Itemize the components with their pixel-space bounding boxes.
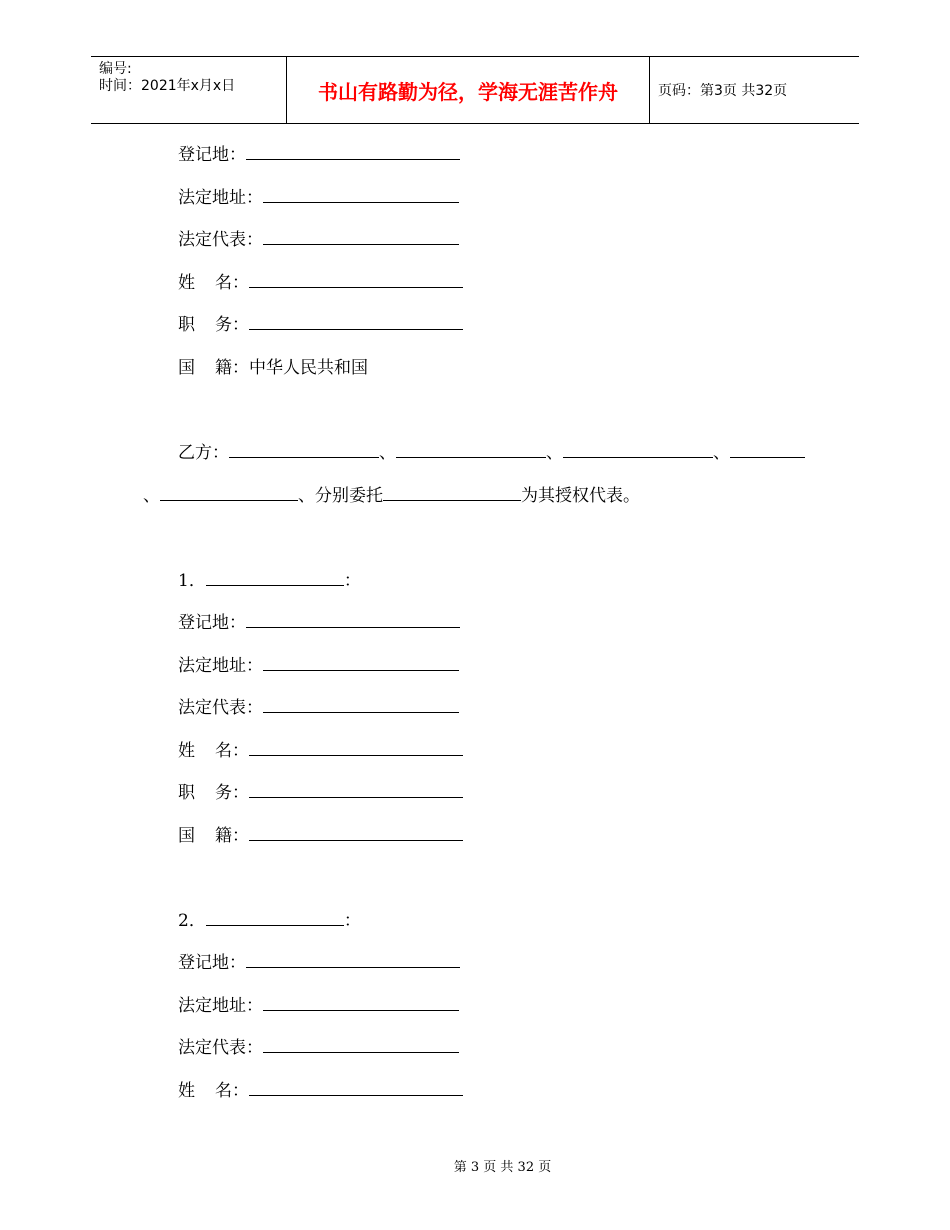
field-nationality bbox=[178, 356, 368, 380]
fill-blank[interactable] bbox=[563, 441, 713, 458]
field-label: 姓 bbox=[178, 1081, 195, 1101]
field-label: 职 bbox=[178, 783, 195, 803]
header-meta bbox=[91, 57, 287, 123]
field-label: 务： bbox=[215, 783, 249, 803]
item-number: 2． bbox=[178, 911, 206, 931]
fill-blank[interactable] bbox=[396, 441, 546, 458]
field-label: 登记地： bbox=[178, 145, 246, 165]
colon: ： bbox=[343, 911, 361, 931]
nationality-value: 中华人民共和国 bbox=[249, 358, 368, 378]
field-legal-address bbox=[178, 654, 459, 678]
field-label: 法定代表： bbox=[178, 1038, 263, 1058]
field-label: 职 bbox=[178, 315, 195, 335]
party-b-line-1 bbox=[178, 441, 805, 465]
separator: 、 bbox=[713, 443, 730, 463]
fill-blank[interactable] bbox=[246, 951, 460, 968]
field-label: 姓 bbox=[178, 273, 195, 293]
fill-blank[interactable] bbox=[383, 484, 521, 501]
page-header bbox=[91, 56, 859, 124]
page-footer: 第 3 页 共 32 页 bbox=[453, 1160, 552, 1175]
field-legal-rep bbox=[178, 1036, 459, 1060]
fill-blank[interactable] bbox=[263, 1036, 459, 1053]
fill-blank[interactable] bbox=[246, 143, 460, 160]
field-reg-place bbox=[178, 611, 460, 635]
header-page-info: 页码：第3页 共32页 bbox=[658, 83, 788, 99]
fill-blank[interactable] bbox=[263, 696, 459, 713]
field-label: 姓 bbox=[178, 741, 195, 761]
fill-blank[interactable] bbox=[229, 441, 379, 458]
fill-blank[interactable] bbox=[730, 441, 805, 458]
field-label: 法定代表： bbox=[178, 698, 263, 718]
field-label: 名： bbox=[215, 741, 249, 761]
header-motto: 书山有路勤为径，学海无涯苦作舟 bbox=[287, 57, 650, 123]
field-reg-place bbox=[178, 143, 460, 167]
field-label: 法定地址： bbox=[178, 996, 263, 1016]
field-legal-address bbox=[178, 186, 459, 210]
field-legal-rep bbox=[178, 696, 459, 720]
doc-time-label: 时间：2021年x月x日 bbox=[99, 78, 236, 94]
field-label: 法定代表： bbox=[178, 230, 263, 250]
fill-blank[interactable] bbox=[249, 824, 463, 841]
field-label: 籍： bbox=[215, 826, 249, 846]
field-name bbox=[178, 271, 463, 295]
doc-number-label: 编号: bbox=[99, 61, 132, 77]
field-legal-rep bbox=[178, 228, 459, 252]
fill-blank[interactable] bbox=[263, 186, 459, 203]
field-label: 名： bbox=[215, 1081, 249, 1101]
item-number: 1． bbox=[178, 571, 206, 591]
field-label: 务： bbox=[215, 315, 249, 335]
field-name bbox=[178, 739, 463, 763]
fill-blank[interactable] bbox=[249, 781, 463, 798]
fill-blank[interactable] bbox=[206, 909, 344, 926]
fill-blank[interactable] bbox=[263, 994, 459, 1011]
field-position bbox=[178, 781, 463, 805]
field-label: 国 bbox=[178, 358, 195, 378]
field-label: 籍： bbox=[215, 358, 249, 378]
colon: ： bbox=[343, 571, 361, 591]
separator: 、 bbox=[546, 443, 563, 463]
fill-blank[interactable] bbox=[206, 569, 344, 586]
fill-blank[interactable] bbox=[249, 271, 463, 288]
fill-blank[interactable] bbox=[246, 611, 460, 628]
field-name bbox=[178, 1079, 463, 1103]
field-label: 法定地址： bbox=[178, 656, 263, 676]
separator: 、 bbox=[143, 486, 160, 506]
separator: 、 bbox=[379, 443, 396, 463]
item-2-heading bbox=[178, 909, 361, 933]
field-position bbox=[178, 313, 463, 337]
authorized-rep-text: 为其授权代表。 bbox=[521, 486, 640, 506]
fill-blank[interactable] bbox=[263, 654, 459, 671]
fill-blank[interactable] bbox=[249, 1079, 463, 1096]
party-b-label: 乙方： bbox=[178, 443, 229, 463]
field-label: 登记地： bbox=[178, 953, 246, 973]
fill-blank[interactable] bbox=[160, 484, 298, 501]
fill-blank[interactable] bbox=[249, 313, 463, 330]
party-b-line-2 bbox=[143, 484, 640, 508]
fill-blank[interactable] bbox=[249, 739, 463, 756]
field-label: 国 bbox=[178, 826, 195, 846]
fill-blank[interactable] bbox=[263, 228, 459, 245]
entrust-text: 、分别委托 bbox=[298, 486, 383, 506]
field-label: 法定地址： bbox=[178, 188, 263, 208]
field-nationality bbox=[178, 824, 463, 848]
field-legal-address bbox=[178, 994, 459, 1018]
item-1-heading bbox=[178, 569, 361, 593]
field-reg-place bbox=[178, 951, 460, 975]
field-label: 名： bbox=[215, 273, 249, 293]
field-label: 登记地： bbox=[178, 613, 246, 633]
